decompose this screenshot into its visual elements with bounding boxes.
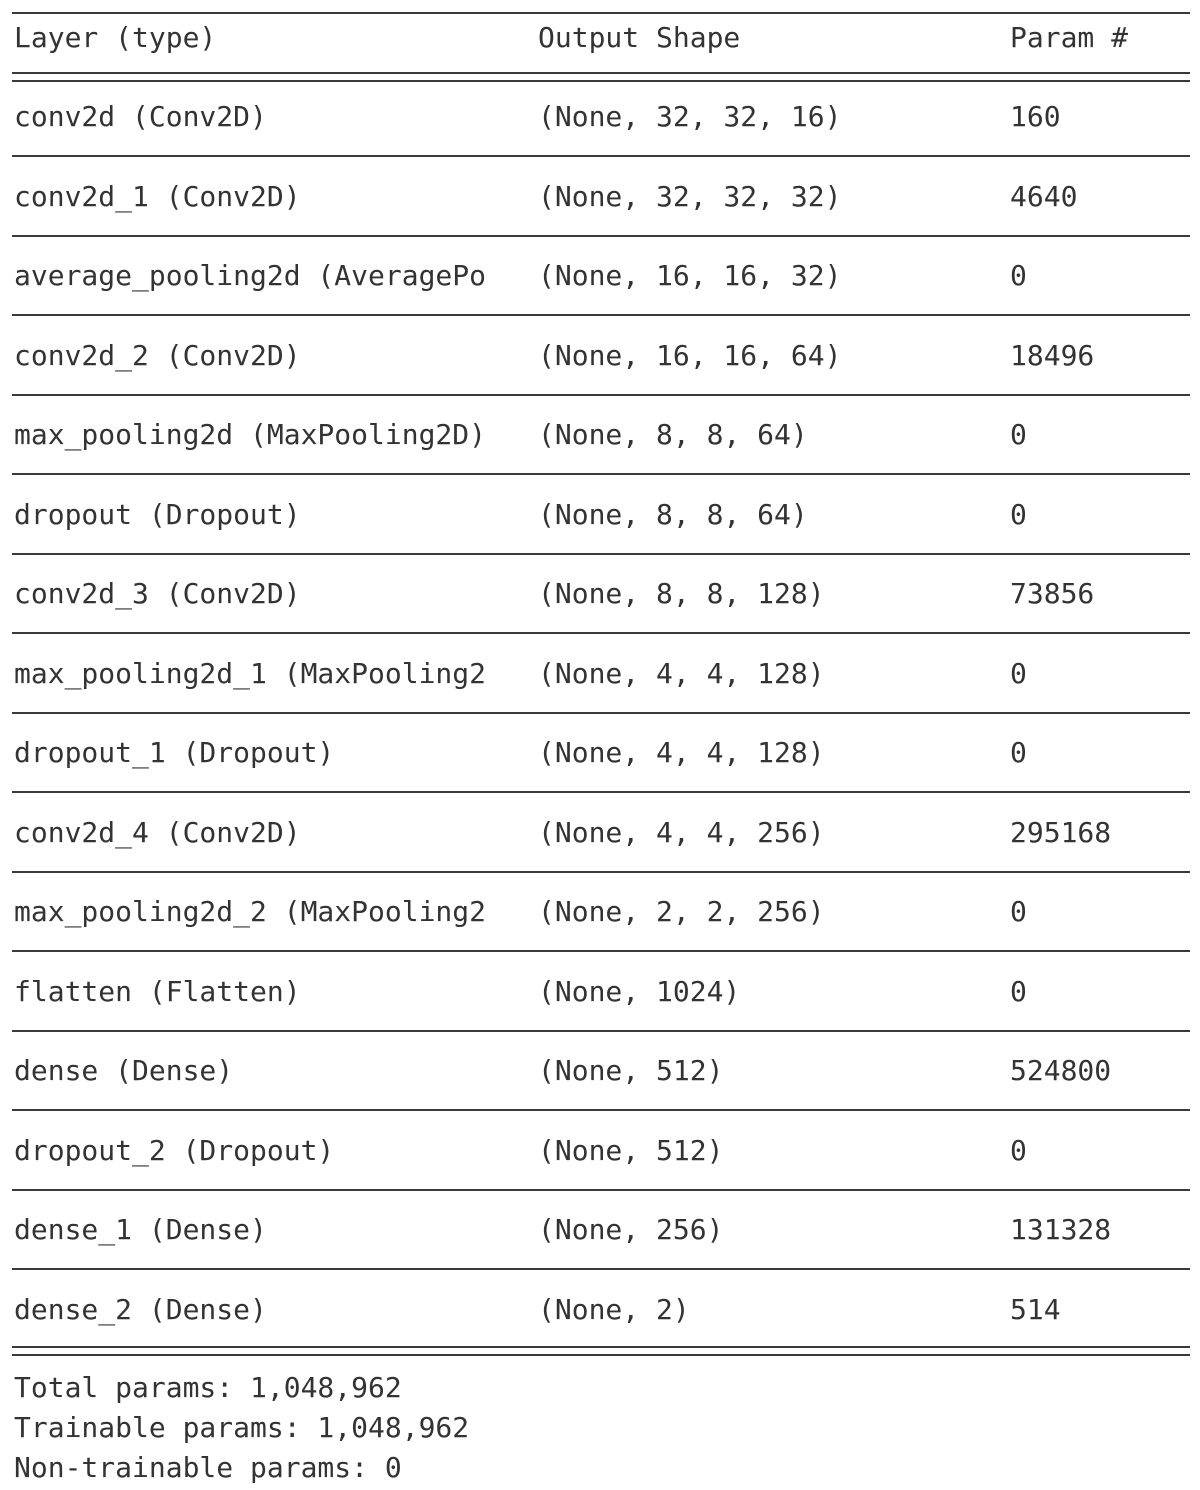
output-shape: (None, 512): [538, 1133, 724, 1167]
layer-name: dropout_1 (Dropout): [14, 736, 335, 769]
param-count: 0: [1010, 259, 1027, 292]
layer-name: conv2d (Conv2D): [14, 100, 267, 133]
output-shape: (None, 256): [538, 1213, 724, 1246]
layer-name: max_pooling2d (MaxPooling2D): [14, 418, 487, 451]
param-count: 0: [1010, 974, 1027, 1008]
param-count: 18496: [1010, 338, 1095, 372]
table-row: [0, 1051, 1200, 1091]
header-params: Param #: [1010, 21, 1129, 54]
table-row: [0, 336, 1200, 376]
row-separator: [12, 950, 1190, 952]
output-shape: (None, 2, 2, 256): [538, 895, 825, 928]
param-count: 131328: [1010, 1213, 1112, 1246]
param-count: 0: [1010, 1133, 1027, 1167]
param-count: 0: [1010, 656, 1027, 690]
output-shape: (None, 8, 8, 64): [538, 418, 808, 451]
param-count: 0: [1010, 736, 1027, 769]
table-row: [0, 256, 1200, 296]
row-separator: [12, 1030, 1190, 1032]
param-count: 0: [1010, 895, 1027, 928]
header-layer: Layer (type): [14, 21, 217, 54]
layer-name: conv2d_3 (Conv2D): [14, 577, 301, 610]
row-separator: [12, 632, 1190, 634]
row-separator: [12, 473, 1190, 475]
param-count: 4640: [1010, 179, 1078, 213]
layer-name: conv2d_1 (Conv2D): [14, 179, 301, 213]
layer-name: max_pooling2d_1 (MaxPooling2: [14, 656, 487, 690]
layer-name: dropout (Dropout): [14, 497, 301, 531]
row-separator: [12, 712, 1190, 714]
row-separator: [12, 155, 1190, 157]
top-rule: [12, 12, 1190, 14]
param-count: 73856: [1010, 577, 1095, 610]
table-row: [0, 415, 1200, 455]
table-row: [0, 1131, 1200, 1171]
row-separator: [12, 871, 1190, 873]
row-separator: [12, 1268, 1190, 1270]
layer-name: conv2d_2 (Conv2D): [14, 338, 301, 372]
row-separator: [12, 314, 1190, 316]
table-row: [0, 892, 1200, 932]
table-row: [0, 1210, 1200, 1250]
row-separator: [12, 1189, 1190, 1191]
footer-double-rule: [12, 1346, 1190, 1356]
output-shape: (None, 16, 16, 32): [538, 259, 842, 292]
output-shape: (None, 8, 8, 128): [538, 577, 825, 610]
param-count: 0: [1010, 497, 1027, 531]
header-double-rule: [12, 72, 1190, 82]
non-trainable-params: Non-trainable params: 0: [14, 1451, 402, 1484]
param-count: 524800: [1010, 1054, 1112, 1087]
table-row: [0, 177, 1200, 217]
output-shape: (None, 4, 4, 256): [538, 815, 825, 849]
layer-name: dense (Dense): [14, 1054, 234, 1087]
table-row: [0, 574, 1200, 614]
row-separator: [12, 553, 1190, 555]
output-shape: (None, 32, 32, 32): [538, 179, 842, 213]
output-shape: (None, 8, 8, 64): [538, 497, 808, 531]
layer-name: dropout_2 (Dropout): [14, 1133, 335, 1167]
row-separator: [12, 394, 1190, 396]
row-separator: [12, 235, 1190, 237]
header-row: [0, 18, 1200, 58]
output-shape: (None, 512): [538, 1054, 724, 1087]
layer-name: average_pooling2d (AveragePo: [14, 259, 487, 292]
output-shape: (None, 1024): [538, 974, 741, 1008]
output-shape: (None, 16, 16, 64): [538, 338, 842, 372]
layer-name: max_pooling2d_2 (MaxPooling2: [14, 895, 487, 928]
header-output-shape: Output Shape: [538, 21, 741, 54]
param-count: 0: [1010, 418, 1027, 451]
output-shape: (None, 32, 32, 16): [538, 100, 842, 133]
output-shape: (None, 4, 4, 128): [538, 736, 825, 769]
layer-name: dense_1 (Dense): [14, 1213, 267, 1246]
table-row: [0, 1290, 1200, 1330]
row-separator: [12, 1109, 1190, 1111]
table-row: [0, 813, 1200, 853]
table-row: [0, 97, 1200, 137]
trainable-params: Trainable params: 1,048,962: [14, 1411, 470, 1444]
total-params: Total params: 1,048,962: [14, 1371, 402, 1404]
output-shape: (None, 4, 4, 128): [538, 656, 825, 690]
table-row: [0, 654, 1200, 694]
layer-name: dense_2 (Dense): [14, 1292, 267, 1326]
layer-name: conv2d_4 (Conv2D): [14, 815, 301, 849]
param-count: 295168: [1010, 815, 1112, 849]
output-shape: (None, 2): [538, 1292, 690, 1326]
layer-name: flatten (Flatten): [14, 974, 301, 1008]
row-separator: [12, 791, 1190, 793]
table-row: [0, 733, 1200, 773]
table-row: [0, 495, 1200, 535]
param-count: 160: [1010, 100, 1061, 133]
param-count: 514: [1010, 1292, 1061, 1326]
table-row: [0, 972, 1200, 1012]
